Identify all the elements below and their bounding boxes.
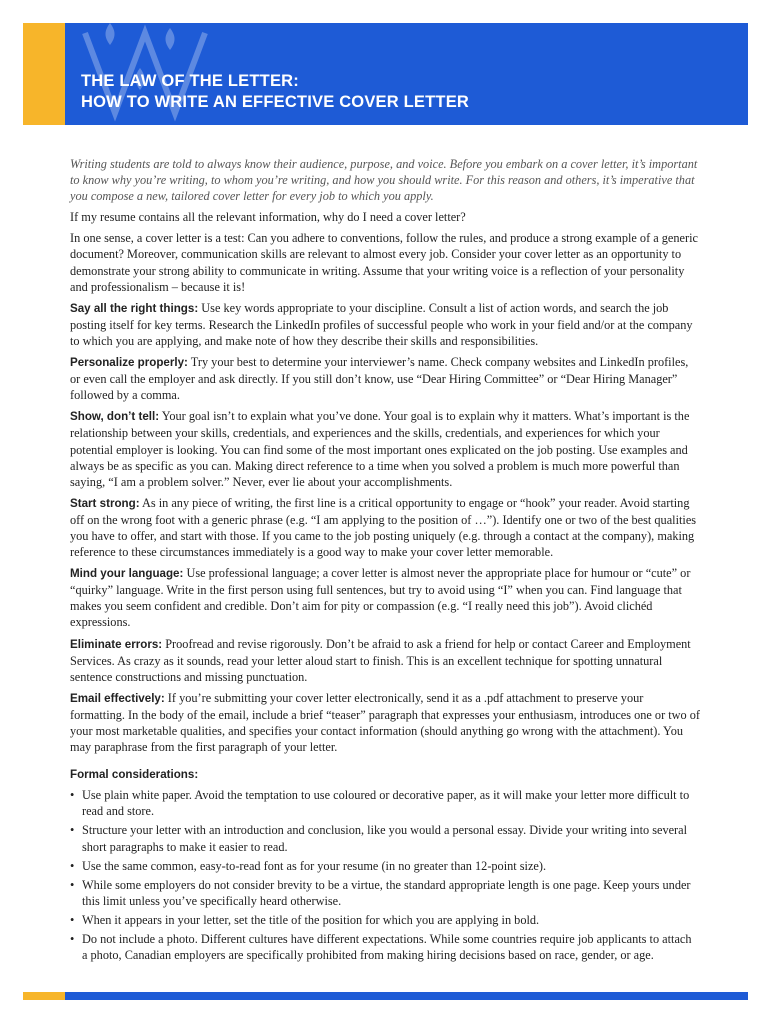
tip-text: As in any piece of writing, the first line is a critical opportunity to engage or “hook” your reader. Avoid starting off on the wrong foot with a generic phrase (e.g. “I am applying to the position of …”). Identify one or two of the best qualities you have to offer, and start with those. If you came to the job posting uniquely (e.g. through a contact at the company), making reference to these circumstances immediately is a good way to make your cover letter memorable.	[70, 495, 697, 560]
question-paragraph: If my resume contains all the relevant information, why do I need a cover letter?	[70, 210, 466, 225]
tip-lead: Mind your language:	[70, 567, 184, 581]
tip-paragraph	[70, 408, 700, 489]
document-body	[70, 156, 700, 966]
list-item: • While some employers do not consider brevity to be a virtue, the standard appropriate length is one page. Keep yours under this limit unless you’ve specifically heard otherwise.	[70, 877, 700, 909]
list-item: • Do not include a photo. Different cultures have different expectations. While some countries require job applicants to attach a photo, Canadian employers are specifically prohibited from making hiring decisions based on race, gender, or age.	[70, 931, 700, 963]
tip-lead: Show, don’t tell:	[70, 410, 160, 424]
tip-lead: Say all the right things:	[70, 301, 199, 315]
tip-paragraph	[70, 354, 700, 403]
tip-text: Try your best to determine your interviewer’s name. Check company websites and LinkedIn profiles, or even call the employer and ask directly. If you still don’t know, use “Dear Hiring Committee” or “Dear Hiring Manager” followed by a comma.	[70, 355, 689, 403]
tip-paragraph	[70, 495, 700, 560]
answer-paragraph: In one sense, a cover letter is a test: Can you adhere to conventions, follow the rules, and produce a strong example of a generic document? Moreover, communication skills are relevant to almost every job. Consider your cover letter as an opportunity to demonstrate your strong ability to communicate in writing. Assume that your writing voice is a reflection of your personality and professionalism – because it is!	[70, 231, 698, 294]
tip-text: Use professional language; a cover letter is almost never the appropriate place for humour or “cute” or “quirky” language. Write in the first person using full sentences, but try to avoid using “I” when you can. Find language that makes you seem confident and credible. Don’t aim for pity or compassion (e.g. “I really need this job”). Avoid clichéd expressions.	[70, 566, 691, 630]
tip-paragraph	[70, 565, 700, 630]
page-title	[81, 71, 469, 113]
formal-considerations-list	[70, 787, 700, 963]
list-item: • Structure your letter with an introduction and conclusion, like you would a personal essay. Divide your writing into several short paragraphs to make it easier to read.	[70, 822, 700, 854]
tip-text: Use key words appropriate to your discipline. Consult a list of action words, and search the job posting itself for key terms. Research the LinkedIn profiles of successful people who work in your field and/or at the company to which you are applying, and make note of how they describe their skills and responsibilities.	[70, 300, 693, 348]
intro-paragraph: Writing students are told to always know their audience, purpose, and voice. Before you embark on a cover letter, it’s important to know why you’re writing, to whom you’re writing, and how you should write. For this reason and others, it’s imperative that you compose a new, tailored cover letter for every job to which you apply.	[70, 157, 698, 204]
page-title-line-2: HOW TO WRITE AN EFFECTIVE COVER LETTER	[81, 93, 470, 111]
list-item: • Use plain white paper. Avoid the temptation to use coloured or decorative paper, as it will make your letter more difficult to read and store.	[70, 787, 700, 819]
tip-lead: Start strong:	[70, 496, 140, 510]
tip-paragraph	[70, 636, 700, 685]
formal-considerations-heading: Formal considerations:	[70, 768, 199, 782]
tip-paragraph	[70, 690, 700, 755]
list-item: • Use the same common, easy-to-read font as for your resume (in no greater than 12-point size).	[70, 858, 700, 874]
tip-lead: Email effectively:	[70, 691, 165, 705]
tip-paragraph	[70, 300, 700, 349]
tip-lead: Eliminate errors:	[70, 637, 163, 651]
tip-text: Your goal isn’t to explain what you’ve done. Your goal is to explain why it matters. What’s important is the relationship between your skills, credentials, and experiences and the skills, credentials, and experiences for which your potential employer is looking. You can find some of the most important ones explicated on the job posting. Use examples and always be as specific as you can. Making direct reference to a time when you solved a problem is much more powerful than saying, “I am a problem solver.” Never, ever lie about your accomplishments.	[70, 409, 690, 489]
footer-accent-bar	[23, 992, 65, 1000]
tip-text: If you’re submitting your cover letter electronically, send it as a .pdf attachment to preserve your formatting. In the body of the email, include a brief “teaser” paragraph that expresses your enthusiasm, introduces one or two of your most marketable qualities, and specifies your contact information (should anything go wrong with the attachment). You may paraphrase from the first paragraph of your letter.	[70, 690, 701, 755]
tip-lead: Personalize properly:	[70, 356, 188, 370]
tip-text: Proofread and revise rigorously. Don’t be afraid to ask a friend for help or contact Career and Employment Services. As crazy as it sounds, read your letter aloud start to finish. This is an excellent technique for spotting unnatural sentence constructions and missing punctuation.	[70, 636, 691, 684]
header-banner	[65, 23, 748, 125]
footer-bar	[65, 992, 748, 1000]
page-title-line-1: THE LAW OF THE LETTER:	[81, 72, 299, 90]
list-item: • When it appears in your letter, set the title of the position for which you are applying in bold.	[70, 912, 700, 928]
header-accent-bar	[23, 23, 65, 125]
